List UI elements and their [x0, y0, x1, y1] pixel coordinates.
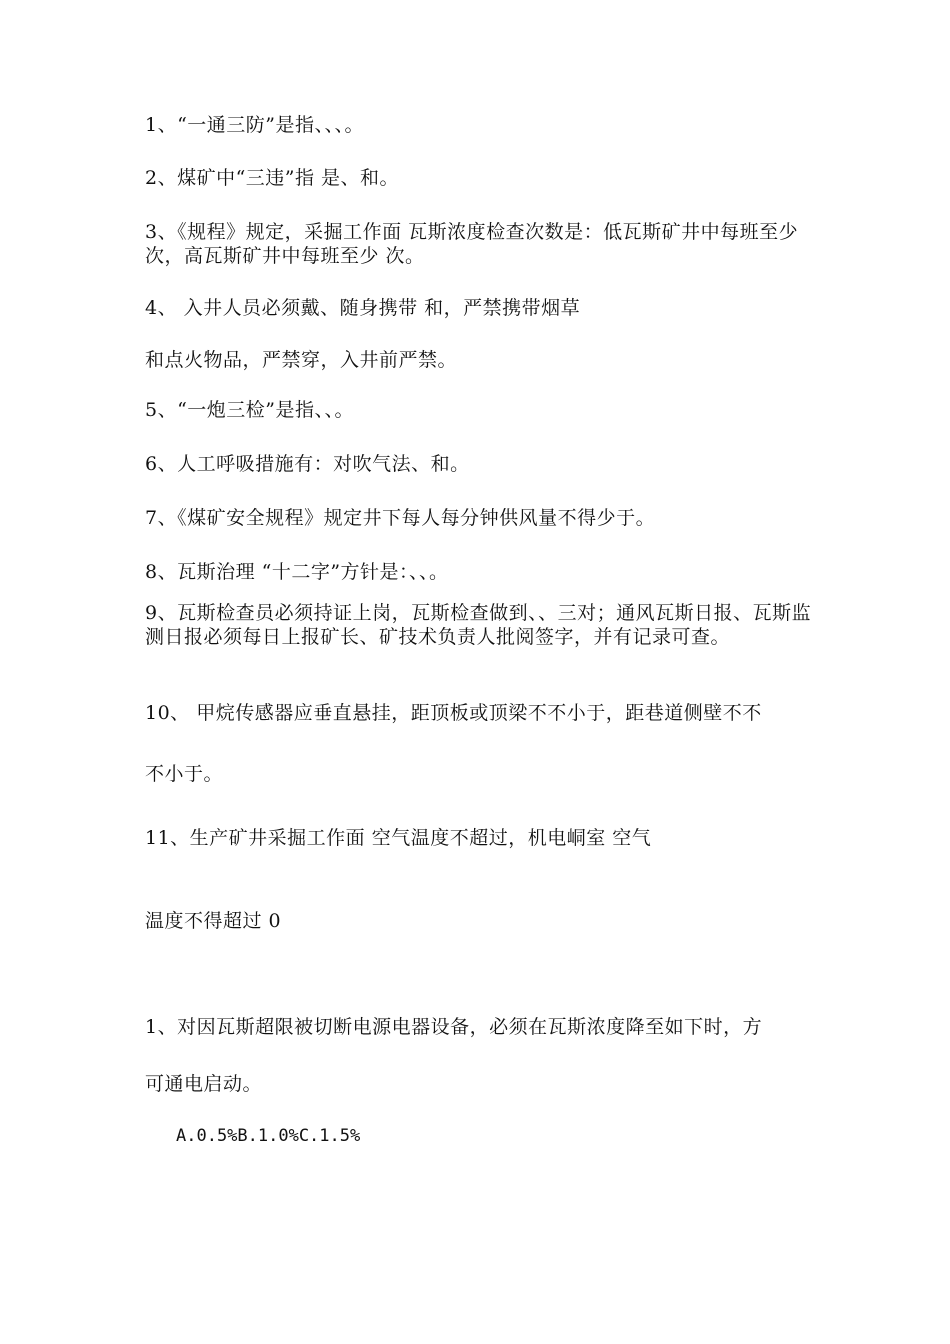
blank-question-7: 7、《煤矿安全规程》规定井下每人每分钟供风量不得少于。	[145, 507, 656, 529]
choice-options: A.0.5%B.1.0%C.1.5%	[176, 1126, 361, 1146]
blank-question-8: 8、瓦斯治理 “十二字”方针是：、、。	[145, 561, 449, 583]
blank-question-6: 6、人工呼吸措施有：对吹气法、和。	[145, 453, 470, 475]
blank-question-11-continued: 温度不得超过 0	[145, 910, 282, 932]
blank-question-5: 5、“一炮三检”是指、、。	[145, 399, 355, 421]
blank-question-3: 3、《规程》规定，采掘工作面 瓦斯浓度检查次数是：低瓦斯矿井中每班至少 次，高瓦斯矿井中每班至少 次。	[145, 221, 799, 267]
choice-question-1: 1、对因瓦斯超限被切断电源电器设备，必须在瓦斯浓度降至如下时，方	[145, 1016, 763, 1038]
blank-question-10-continued: 不小于。	[145, 763, 224, 785]
blank-question-1: 1、“一通三防”是指、、、。	[145, 114, 365, 136]
blank-question-10: 10、 甲烷传感器应垂直悬挂，距顶板或顶梁不不小于，距巷道侧壁不不	[145, 702, 762, 724]
blank-question-11: 11、生产矿井采掘工作面 空气温度不超过，机电峒室 空气	[145, 827, 652, 849]
choice-question-1-continued: 可通电启动。	[145, 1073, 263, 1095]
blank-question-9: 9、瓦斯检查员必须持证上岗，瓦斯检查做到、、三对；通风瓦斯日报、瓦斯监测日报必须每日上报矿长、矿技术负责人批阅签字，并有记录可查。	[145, 602, 812, 648]
blank-question-4-continued: 和点火物品，严禁穿，入井前严禁。	[145, 349, 458, 371]
blank-question-2: 2、煤矿中“三违”指 是、和。	[145, 167, 400, 189]
blank-question-4: 4、 入井人员必须戴、随身携带 和，严禁携带烟草	[145, 297, 581, 319]
